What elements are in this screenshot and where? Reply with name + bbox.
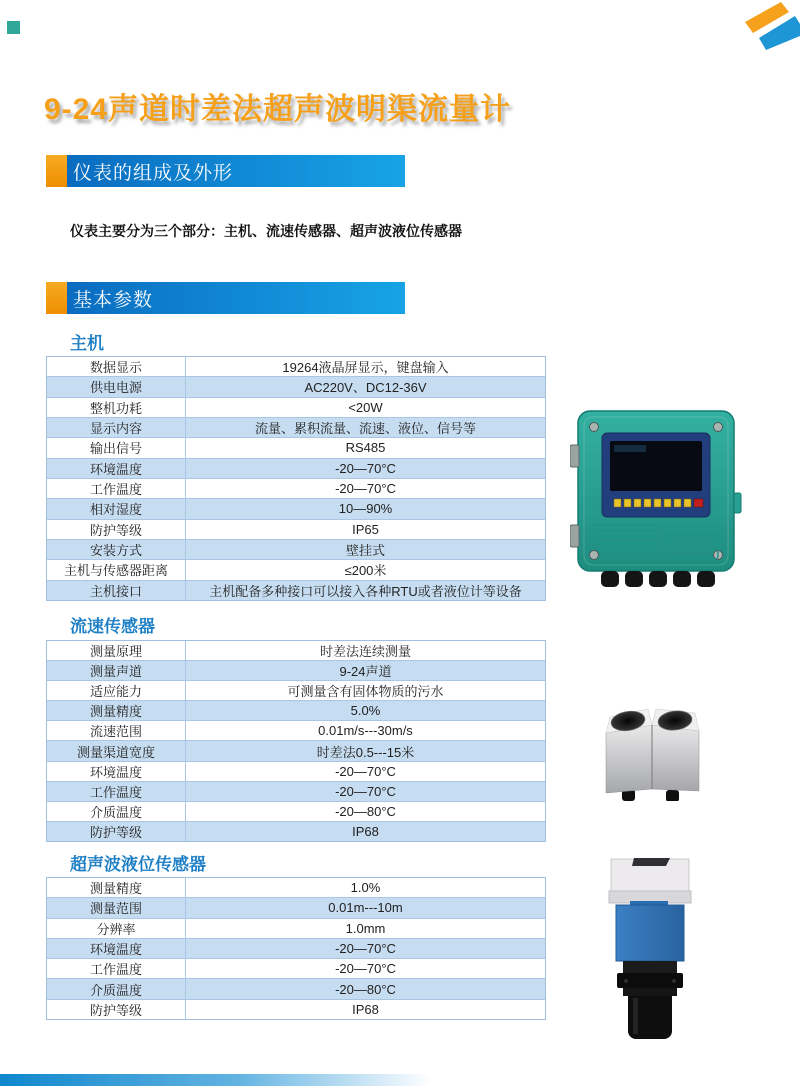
spec-value: ≤200米: [344, 563, 387, 579]
spec-value: 可测量含有固体物质的污水: [287, 684, 444, 700]
table-row: [47, 438, 545, 458]
spec-label: 测量范围: [47, 898, 186, 917]
table-row: [47, 479, 545, 499]
spec-label: 介质温度: [47, 802, 186, 821]
spec-value: -20—80°C: [335, 981, 396, 997]
spec-label: 测量原理: [47, 641, 186, 660]
spec-value: 主机配备多种接口可以接入各种RTU或者液位计等设备: [209, 583, 522, 599]
table-row: [47, 782, 545, 802]
table-row: [47, 741, 545, 761]
spec-value: -20—70°C: [335, 940, 396, 956]
table-row: [47, 979, 545, 999]
spec-label: 介质温度: [47, 979, 186, 998]
table-row: [47, 959, 545, 979]
spec-label: 防护等级: [47, 1000, 186, 1019]
table-row: [47, 357, 545, 377]
spec-value: -20—70°C: [335, 783, 396, 799]
orange-accent-block: [46, 282, 67, 314]
spec-label: 主机与传感器距离: [47, 560, 186, 579]
spec-value: 0.01m/s---30m/s: [318, 723, 413, 739]
spec-label: 分辨率: [47, 919, 186, 938]
spec-value: 壁挂式: [345, 543, 385, 559]
section-header-label: 基本参数: [73, 289, 154, 311]
spec-label: 适应能力: [47, 681, 186, 700]
velocity-sensor-image: [598, 699, 708, 801]
table-row: [47, 459, 545, 479]
spec-value: 10—90%: [338, 501, 393, 517]
spec-value: -20—70°C: [335, 961, 396, 977]
section-header-parameters: [46, 282, 405, 314]
velocity-sensor-spec-table: [46, 640, 546, 842]
spec-label: 工作温度: [47, 479, 186, 498]
spec-value: 流量、累积流量、流速、液位、信号等: [254, 421, 476, 437]
bottom-gradient-bar: [0, 1074, 432, 1086]
spec-value: 1.0mm: [345, 920, 386, 936]
table-row: [47, 520, 545, 540]
table-row: [47, 721, 545, 741]
spec-value: RS485: [345, 440, 386, 456]
spec-label: 主机接口: [47, 581, 186, 600]
section-header-composition: [46, 155, 405, 187]
spec-label: 工作温度: [47, 959, 186, 978]
table-row: [47, 802, 545, 822]
host-unit-image: [570, 407, 742, 589]
spec-value: IP68: [352, 823, 379, 839]
orange-accent-block: [46, 155, 67, 187]
table-row: [47, 377, 545, 397]
table-row: [47, 822, 545, 841]
table-row: [47, 581, 545, 600]
level-sensor-table-title: 超声波液位传感器: [70, 855, 206, 874]
table-row: [47, 398, 545, 418]
page-title: 9-24声道时差法超声波明渠流量计: [44, 93, 512, 126]
spec-label: 防护等级: [47, 822, 186, 841]
spec-label: 测量精度: [47, 878, 186, 897]
spec-label: 安装方式: [47, 540, 186, 559]
spec-label: 显示内容: [47, 418, 186, 437]
spec-label: 流速范围: [47, 721, 186, 740]
spec-value: AC220V、DC12-36V: [304, 380, 427, 396]
spec-label: 工作温度: [47, 782, 186, 801]
spec-value: IP65: [352, 521, 379, 537]
table-row: [47, 418, 545, 438]
level-sensor-image: [602, 851, 698, 1041]
level-sensor-spec-table: [46, 877, 546, 1020]
table-row: [47, 681, 545, 701]
spec-value: -20—70°C: [335, 481, 396, 497]
spec-label: 输出信号: [47, 438, 186, 457]
table-row: [47, 898, 545, 918]
spec-label: 数据显示: [47, 357, 186, 376]
teal-square-decoration: [7, 21, 20, 34]
table-row: [47, 1000, 545, 1019]
intro-text: 仪表主要分为三个部分：主机、流速传感器、超声波液位传感器: [70, 223, 462, 239]
spec-value: 0.01m---10m: [328, 900, 403, 916]
corner-ribbon-decoration: [733, 0, 800, 54]
table-row: [47, 878, 545, 898]
table-row: [47, 641, 545, 661]
spec-value: IP68: [352, 1001, 379, 1017]
host-spec-table: [46, 356, 546, 601]
table-row: [47, 762, 545, 782]
table-row: [47, 701, 545, 721]
section-bar-background: [67, 155, 405, 187]
spec-label: 测量声道: [47, 661, 186, 680]
table-row: [47, 939, 545, 959]
section-bar-background: [67, 282, 405, 314]
spec-label: 供电电源: [47, 377, 186, 396]
spec-value: -20—80°C: [335, 803, 396, 819]
spec-value: 时差法连续测量: [319, 644, 411, 660]
spec-label: 环境温度: [47, 939, 186, 958]
spec-value: 1.0%: [350, 880, 381, 896]
spec-label: 整机功耗: [47, 398, 186, 417]
spec-label: 测量精度: [47, 701, 186, 720]
spec-value: 5.0%: [350, 703, 381, 719]
spec-value: 19264液晶屏显示，键盘输入: [282, 360, 449, 376]
table-row: [47, 661, 545, 681]
spec-label: 环境温度: [47, 459, 186, 478]
table-row: [47, 919, 545, 939]
spec-label: 相对湿度: [47, 499, 186, 518]
spec-label: 测量渠道宽度: [47, 741, 186, 760]
section-header-label: 仪表的组成及外形: [73, 162, 234, 184]
keypad-buttons: [614, 499, 703, 507]
spec-value: <20W: [348, 399, 383, 415]
spec-value: 时差法0.5---15米: [316, 744, 415, 760]
table-row: [47, 540, 545, 560]
spec-value: -20—70°C: [335, 460, 396, 476]
spec-label: 防护等级: [47, 520, 186, 539]
table-row: [47, 499, 545, 519]
spec-value: -20—70°C: [335, 763, 396, 779]
spec-value: 9-24声道: [339, 664, 392, 680]
host-table-title: 主机: [70, 334, 104, 353]
velocity-sensor-table-title: 流速传感器: [70, 617, 155, 636]
table-row: [47, 560, 545, 580]
spec-label: 环境温度: [47, 762, 186, 781]
